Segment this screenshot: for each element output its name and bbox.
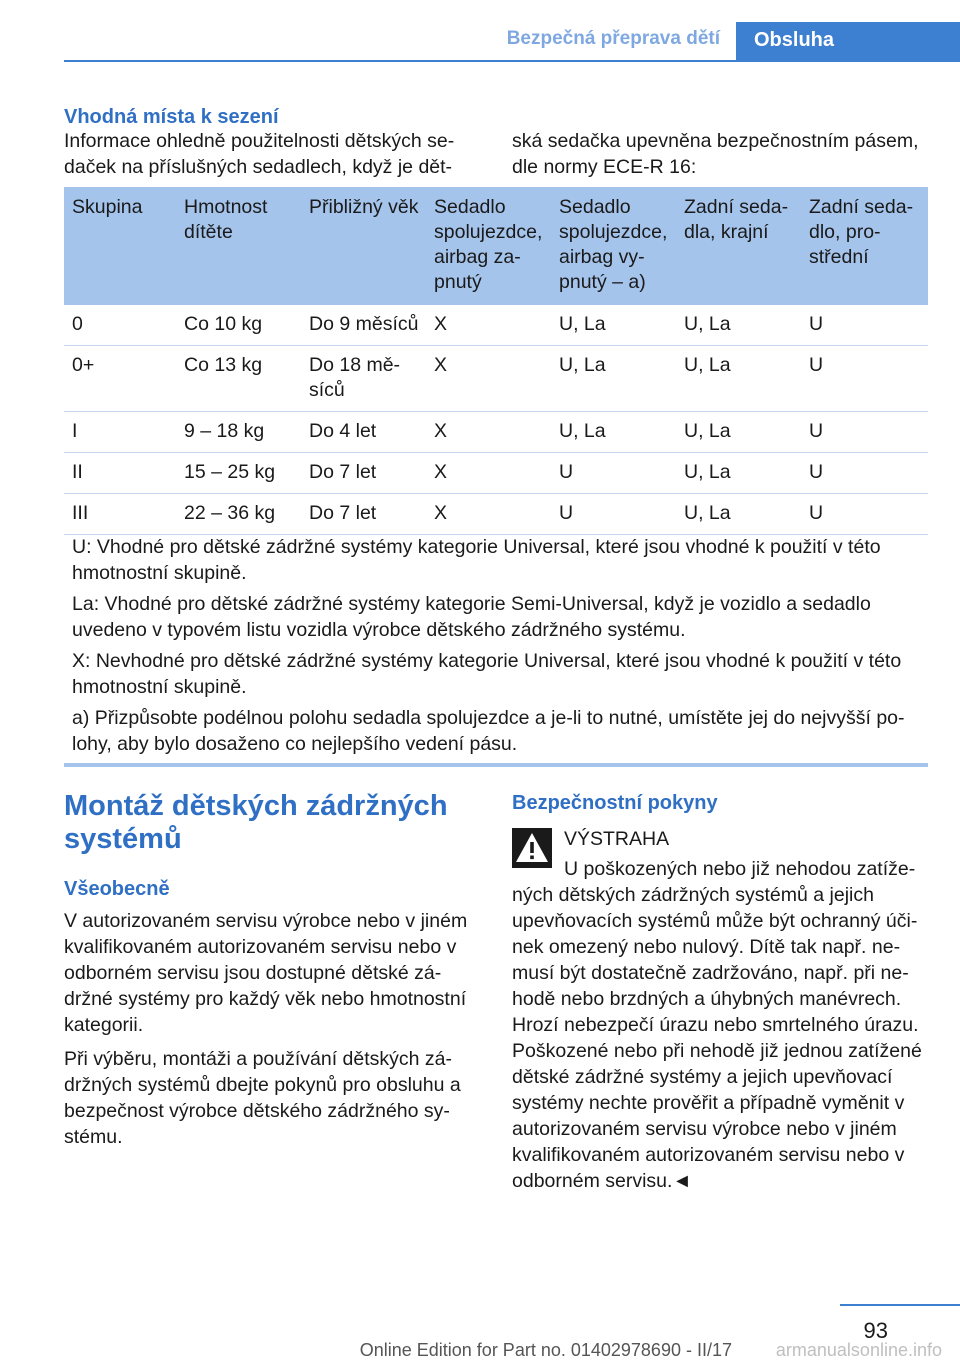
table-cell: U, La bbox=[551, 346, 676, 412]
warning-label: VÝSTRAHA bbox=[564, 828, 670, 850]
table-cell: U bbox=[801, 346, 928, 412]
note-universal: U: Vhodné pro dětské zádržné systémy kategorie Universal, které jsou vhodné k použití v této hmotnostní skupině. bbox=[72, 536, 881, 584]
table-cell: U, La bbox=[676, 412, 801, 453]
watermark: armanualsonline.info bbox=[775, 1340, 942, 1360]
table-cell: X bbox=[426, 453, 551, 494]
intro-text-left: Informace ohledně použitelnosti dětských se-daček na příslušných sedadlech, když je dět- bbox=[64, 130, 455, 178]
subheading-safety: Bezpečnostní pokyny bbox=[512, 792, 718, 814]
table-cell: Co 10 kg bbox=[176, 305, 301, 346]
table-cell: U bbox=[801, 412, 928, 453]
table-cell: X bbox=[426, 305, 551, 346]
th-weight: Hmotnost dítěte bbox=[176, 187, 301, 305]
edition-note: Online Edition for Part no. 01402978690 - II/17 bbox=[359, 1340, 732, 1360]
table-cell: Do 9 měsíců bbox=[301, 305, 426, 346]
th-passenger-airbag-off: Sedadlo spolujezdce, airbag vy-pnutý – a) bbox=[551, 187, 676, 305]
header-rule bbox=[64, 60, 960, 62]
table-cell: I bbox=[64, 412, 176, 453]
table-row bbox=[64, 412, 928, 453]
table-cell: U bbox=[551, 494, 676, 535]
table-row bbox=[64, 494, 928, 535]
table-cell: 0+ bbox=[64, 346, 176, 412]
table-cell: U, La bbox=[676, 494, 801, 535]
th-passenger-airbag-on: Sedadlo spolujezdce, airbag za-pnutý bbox=[426, 187, 551, 305]
table-cell: Do 18 mě-síců bbox=[301, 346, 426, 412]
table-cell: U bbox=[551, 453, 676, 494]
subheading-general: Všeobecně bbox=[64, 878, 170, 900]
table-cell: II bbox=[64, 453, 176, 494]
note-semi-universal: La: Vhodné pro dětské zádržné systémy kategorie Semi-Universal, když je vozidlo a sedadlo uvedeno v typovém listu vozidla výrobce dětského zádržného systému. bbox=[72, 593, 871, 641]
table-row bbox=[64, 346, 928, 412]
intro-text-right: ská sedačka upevněna bezpečnostním pásem, dle normy ECE-R 16: bbox=[512, 130, 919, 178]
table-cell: 0 bbox=[64, 305, 176, 346]
table-cell: 15 – 25 kg bbox=[176, 453, 301, 494]
table-cell: Do 7 let bbox=[301, 494, 426, 535]
mounting-body bbox=[64, 908, 480, 1158]
table-cell: III bbox=[64, 494, 176, 535]
table-row bbox=[64, 453, 928, 494]
table-cell: U bbox=[801, 453, 928, 494]
page-number: 93 bbox=[863, 1318, 888, 1343]
table-cell: U, La bbox=[676, 346, 801, 412]
table-header-row bbox=[64, 187, 928, 305]
chapter-tab: Obsluha bbox=[736, 22, 960, 62]
mounting-paragraph: Při výběru, montáži a používání dětských zá-držných systémů dbejte pokynů pro obsluhu a bezpečnost výrobce dětského zádržného sy-stému. bbox=[64, 1048, 461, 1148]
section-divider bbox=[64, 763, 928, 767]
table-notes bbox=[72, 534, 924, 762]
warning-text: U poškozených nebo již nehodou zatíže-ných dětských zádržných systémů a jejich upevňovacích systémů může být ochranný úči-nek omezený nebo nulový. Dítě tak např. ne-musí být dostatečně zadržováno, např. při ne-hodě nebo brzdných a úhybných manévrech. Hrozí nebezpečí úrazu nebo smrtelného úrazu. Poškozené nebo při nehodě již jednou zatížené dětské zádržné systémy a jejich upevňovací systémy nechte prověřit a případně vyměnit v autorizovaném servisu výrobce nebo v jiném kvalifikovaném autorizovaném servisu nebo v odborném servisu.◄ bbox=[512, 858, 922, 1192]
section-heading-seating: Vhodná místa k sezení bbox=[64, 106, 279, 128]
table-cell: Do 4 let bbox=[301, 412, 426, 453]
table-row bbox=[64, 305, 928, 346]
mounting-paragraph: V autorizovaném servisu výrobce nebo v jiném kvalifikovaném autorizovaném servisu nebo v odborném servisu jsou dostupné dětské zá-držné systémy pro každý věk nebo hmotnostní kategorii. bbox=[64, 910, 468, 1036]
th-group: Skupina bbox=[64, 187, 176, 305]
table-cell: X bbox=[426, 346, 551, 412]
table-cell: U bbox=[801, 494, 928, 535]
section-heading-mounting: Montáž dětských zádržných systémů bbox=[64, 790, 448, 855]
table-cell: U bbox=[801, 305, 928, 346]
th-rear-outer: Zadní seda-dla, krajní bbox=[676, 187, 801, 305]
th-age: Přibližný věk bbox=[301, 187, 426, 305]
table-cell: 9 – 18 kg bbox=[176, 412, 301, 453]
footer-rule bbox=[840, 1304, 960, 1306]
table-cell: X bbox=[426, 494, 551, 535]
table-cell: Co 13 kg bbox=[176, 346, 301, 412]
table-cell: U, La bbox=[676, 453, 801, 494]
th-rear-center: Zadní seda-dlo, pro-střední bbox=[801, 187, 928, 305]
table-cell: X bbox=[426, 412, 551, 453]
table-cell: 22 – 36 kg bbox=[176, 494, 301, 535]
running-section-title: Bezpečná přeprava dětí bbox=[506, 28, 720, 49]
seating-table bbox=[64, 187, 928, 535]
note-seat-position: a) Přizpůsobte podélnou polohu sedadla spolujezdce a je-li to nutné, umístěte jej do nejvyšší po-lohy, aby bylo dosaženo co nejlepšího vedení pásu. bbox=[72, 707, 905, 755]
table-cell: U, La bbox=[676, 305, 801, 346]
table-cell: U, La bbox=[551, 305, 676, 346]
table-cell: Do 7 let bbox=[301, 453, 426, 494]
note-unsuitable: X: Nevhodné pro dětské zádržné systémy kategorie Universal, které jsou vhodné k použití v této hmotnostní skupině. bbox=[72, 650, 902, 698]
table-cell: U, La bbox=[551, 412, 676, 453]
